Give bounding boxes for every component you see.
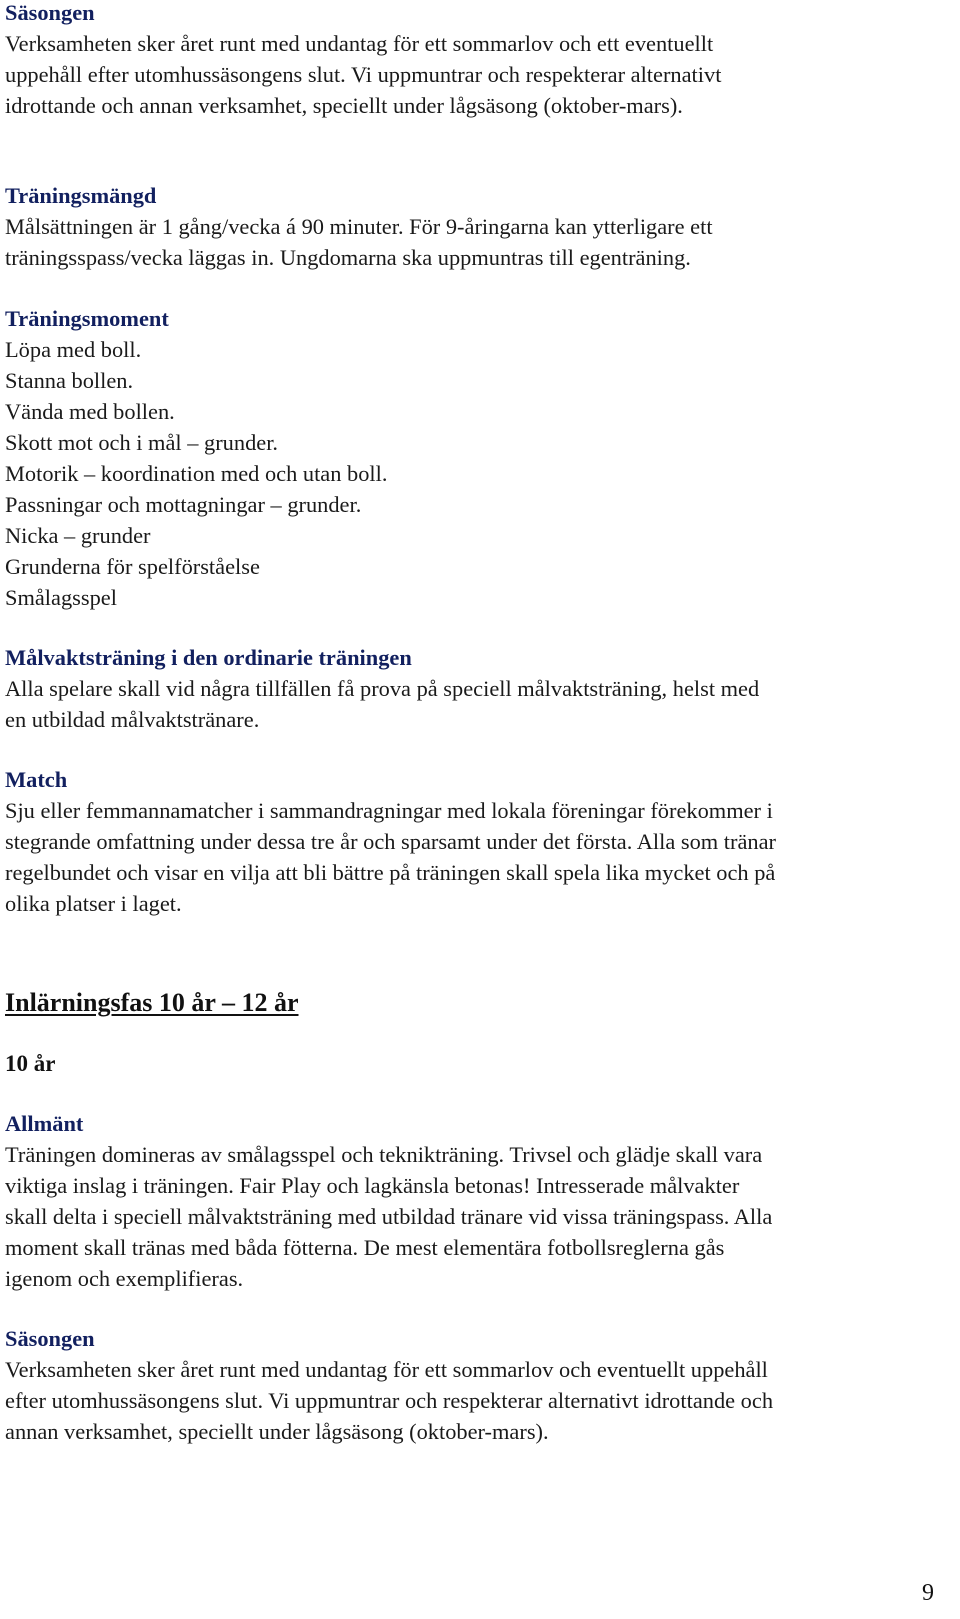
paragraph-line: Målsättningen är 1 gång/vecka á 90 minuter. För 9-åringarna kan ytterligare ett bbox=[5, 214, 713, 239]
section-heading: Allmänt bbox=[5, 1111, 84, 1136]
list-item: Stanna bollen. bbox=[5, 368, 134, 393]
paragraph-line: träningsspass/vecka läggas in. Ungdomarna ska uppmuntras till egenträning. bbox=[5, 245, 691, 270]
paragraph-line: uppehåll efter utomhussäsongens slut. Vi uppmuntrar och respekterar alternativt bbox=[5, 62, 722, 87]
section-training-moments bbox=[5, 303, 387, 613]
section-age bbox=[5, 1048, 55, 1079]
phase-title: Inlärningsfas 10 år – 12 år bbox=[5, 988, 299, 1017]
paragraph-line: en utbildad målvaktstränare. bbox=[5, 707, 260, 732]
paragraph-line: Verksamheten sker året runt med undantag för ett sommarlov och eventuellt uppehåll bbox=[5, 1357, 768, 1382]
paragraph-line: olika platser i laget. bbox=[5, 891, 182, 916]
section-heading: Säsongen bbox=[5, 0, 95, 25]
section-heading: Målvaktsträning i den ordinarie träningen bbox=[5, 645, 412, 670]
list-item: Nicka – grunder bbox=[5, 523, 151, 548]
section-season-top bbox=[5, 0, 721, 121]
list-item: Löpa med boll. bbox=[5, 337, 142, 362]
list-item: Skott mot och i mål – grunder. bbox=[5, 430, 279, 455]
list-item: Motorik – koordination med och utan boll. bbox=[5, 461, 388, 486]
section-heading: Match bbox=[5, 767, 68, 792]
section-heading: Träningsmoment bbox=[5, 306, 169, 331]
page-number: 9 bbox=[922, 1580, 934, 1606]
list-item: Grunderna för spelförståelse bbox=[5, 554, 260, 579]
section-season-bottom bbox=[5, 1323, 773, 1447]
section-heading: Säsongen bbox=[5, 1326, 95, 1351]
paragraph-line: Sju eller femmannamatcher i sammandragningar med lokala föreningar förekommer i bbox=[5, 798, 773, 823]
paragraph-line: regelbundet och visar en vilja att bli bättre på träningen skall spela lika mycket och på bbox=[5, 860, 776, 885]
paragraph-line: moment skall tränas med båda fötterna. De mest elementära fotbollsreglerna gås bbox=[5, 1235, 725, 1260]
list-item: Smålagsspel bbox=[5, 585, 117, 610]
list-item: Vända med bollen. bbox=[5, 399, 175, 424]
paragraph-line: viktiga inslag i träningen. Fair Play och lagkänsla betonas! Intresserade målvakter bbox=[5, 1173, 740, 1198]
paragraph-line: igenom och exemplifieras. bbox=[5, 1266, 244, 1291]
section-general bbox=[5, 1108, 772, 1294]
paragraph-line: efter utomhussäsongens slut. Vi uppmuntrar och respekterar alternativt idrottande och bbox=[5, 1388, 774, 1413]
section-phase bbox=[5, 985, 299, 1021]
list-item: Passningar och mottagningar – grunder. bbox=[5, 492, 362, 517]
paragraph-line: stegrande omfattning under dessa tre år och sparsamt under det första. Alla som tränar bbox=[5, 829, 776, 854]
paragraph-line: Verksamheten sker året runt med undantag för ett sommarlov och ett eventuellt bbox=[5, 31, 714, 56]
section-goalkeeper bbox=[5, 642, 759, 735]
paragraph-line: idrottande och annan verksamhet, speciellt under lågsäsong (oktober-mars). bbox=[5, 93, 683, 118]
paragraph-line: annan verksamhet, speciellt under lågsäsong (oktober-mars). bbox=[5, 1419, 549, 1444]
section-training-amount bbox=[5, 180, 713, 273]
paragraph-line: skall delta i speciell målvaktsträning med utbildad tränare vid vissa träningspass. Alla bbox=[5, 1204, 773, 1229]
section-match bbox=[5, 764, 776, 919]
paragraph-line: Träningen domineras av smålagsspel och teknikträning. Trivsel och glädje skall vara bbox=[5, 1142, 763, 1167]
section-heading: Träningsmängd bbox=[5, 183, 157, 208]
paragraph-line: Alla spelare skall vid några tillfällen få prova på speciell målvaktsträning, helst med bbox=[5, 676, 760, 701]
age-heading: 10 år bbox=[5, 1051, 56, 1076]
